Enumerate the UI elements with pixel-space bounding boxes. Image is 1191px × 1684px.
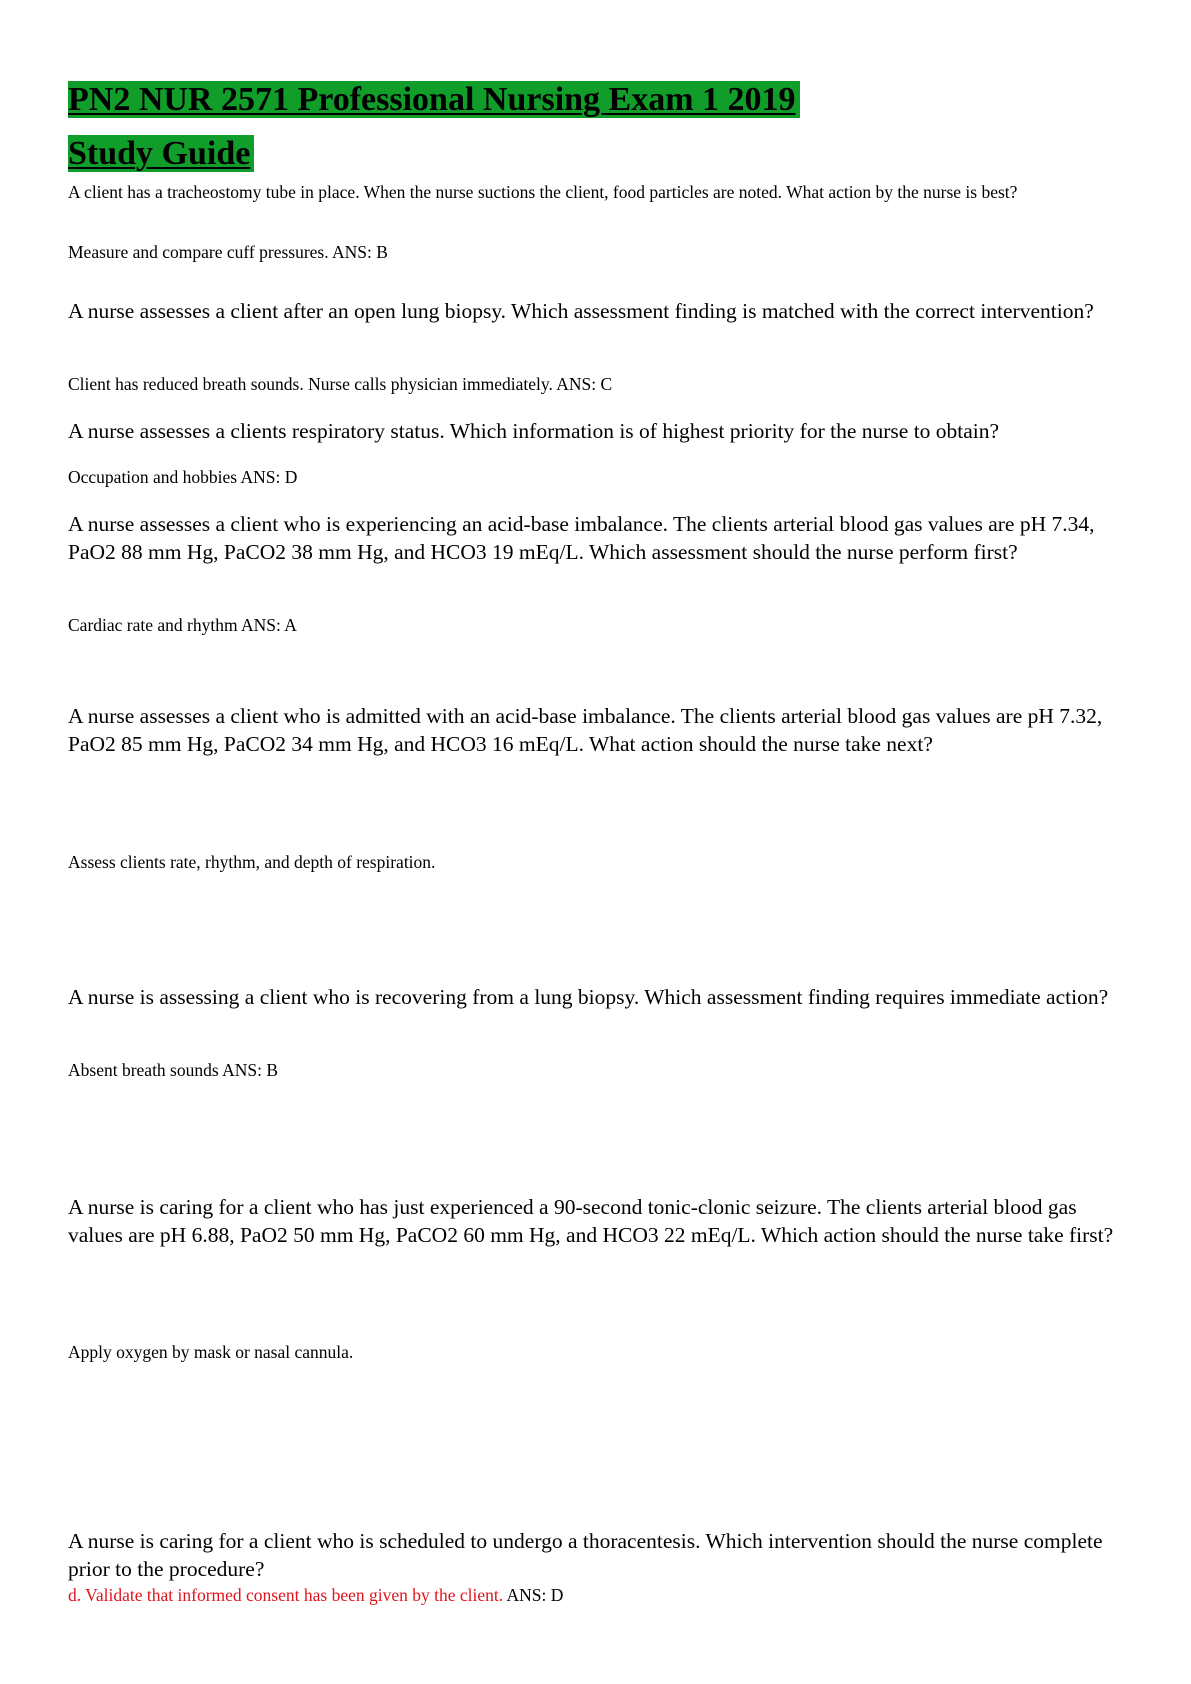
- answer-8-choice-text: d. Validate that informed consent has been given by the client.: [68, 1585, 504, 1605]
- title-highlight: Study Guide: [68, 135, 254, 172]
- question-6: A nurse is assessing a client who is recovering from a lung biopsy. Which assessment finding requires immediate action?: [68, 985, 1109, 1009]
- answer-8-key: ANS: D: [503, 1585, 564, 1605]
- question-8: A nurse is caring for a client who is scheduled to undergo a thoracentesis. Which intervention should the nurse complete prior to the procedure?: [68, 1529, 1103, 1581]
- question-7: A nurse is caring for a client who has just experienced a 90-second tonic-clonic seizure. The clients arterial blood gas values are pH 6.88, PaO2 50 mm Hg, PaCO2 60 mm Hg, and HCO3 22 mEq/L. Which action should the nurse take first?: [68, 1195, 1114, 1247]
- answer-2: Client has reduced breath sounds. Nurse calls physician immediately. ANS: C: [68, 374, 613, 394]
- question-2: A nurse assesses a client after an open lung biopsy. Which assessment finding is matched with the correct intervention?: [68, 299, 1094, 323]
- question-5: A nurse assesses a client who is admitted with an acid-base imbalance. The clients arterial blood gas values are pH 7.32, PaO2 85 mm Hg, PaCO2 34 mm Hg, and HCO3 16 mEq/L. What action should the nurse take next?: [68, 704, 1103, 756]
- title-highlight: PN2 NUR 2571 Professional Nursing Exam 1 2019: [68, 81, 800, 118]
- answer-8: [68, 1583, 1128, 1607]
- question-3: A nurse assesses a clients respiratory status. Which information is of highest priority for the nurse to obtain?: [68, 419, 1000, 443]
- answer-4: Cardiac rate and rhythm ANS: A: [68, 615, 297, 635]
- answer-5: Assess clients rate, rhythm, and depth of respiration.: [68, 852, 436, 872]
- answer-3: Occupation and hobbies ANS: D: [68, 467, 298, 487]
- answer-6: Absent breath sounds ANS: B: [68, 1060, 278, 1080]
- question-4: A nurse assesses a client who is experiencing an acid-base imbalance. The clients arterial blood gas values are pH 7.34, PaO2 88 mm Hg, PaCO2 38 mm Hg, and HCO3 19 mEq/L. Which assessment should the nurse perform first?: [68, 512, 1095, 564]
- question-1: A client has a tracheostomy tube in place. When the nurse suctions the client, food particles are noted. What action by the nurse is best?: [68, 182, 1018, 202]
- answer-7: Apply oxygen by mask or nasal cannula.: [68, 1342, 354, 1362]
- document-title-line-2: [68, 134, 254, 174]
- answer-1: Measure and compare cuff pressures. ANS: B: [68, 242, 388, 262]
- document-title-line-1: [68, 80, 800, 120]
